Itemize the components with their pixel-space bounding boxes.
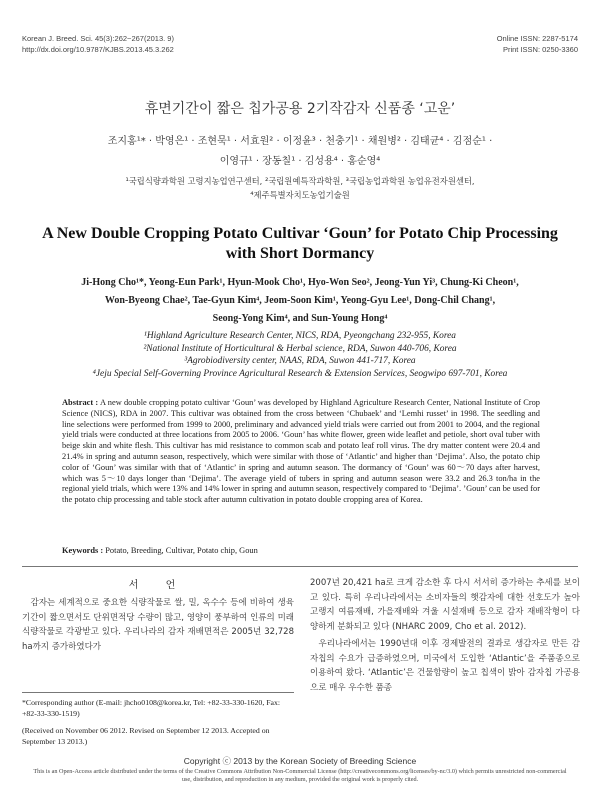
abstract-text: A new double cropping potato cultivar ‘Goun’ was developed by Highland Agriculture Research Center, National Institute of Crop Science (NICS), RDA in 2007. This cultivar was obtained from the cross between ‘Chubaek’ and ‘Lemhi russet’ in 1998. The seedling and line selections were performed from 1999 to 2000, preliminary and advanced yield trials were carried out from 2001 to 2004, and the regional yield trials were conducted at three locations from 2005 to 2006. ‘Goun’ has white flower, green wide leaflet and petiole, short oval tuber with beige skin and white flesh. This cultivar has mid resistance to common scab and potato leaf roll virus. The dry matter content were 20.4 and 21.4% in spring and autumn season, respectively, which were similar with those of ‘Atlantic’ and higher than ‘Dejima’. Also, the potato chip color of ‘Goun’ was similar with that of ‘Atlantic’ in spring and autumn season. The dormancy of ‘Goun’ was 60～70 days after harvest, which was 5～10 days longer than ‘Dejima’. The average yield of tubers in spring and autumn season were 33.2 and 26.3 ton/ha in the regional yield trials, which were 13% and 14% lower in spring and autumn season, respectively compared to ‘Dejima’. ’Goun’ can be used for the potato chip processing and table stock after autumn cultivation in potato double cropping area of Korea. (62, 398, 540, 505)
affiliations-korean (40, 174, 560, 202)
section-divider (22, 566, 578, 567)
keywords (62, 546, 540, 555)
corresponding-author-note: *Corresponding author (E-mail: jhcho0108@korea.kr, Tel: +82-33-330-1620, Fax: +82-33-330-1519) (22, 698, 281, 718)
intro-heading: 서 언 (128, 580, 188, 591)
affil-english-2: ²National Institute of Horticultural & Herbal science, RDA, Suwon 440-706, Korea (143, 343, 457, 354)
affil-korean-line1: ¹국립식량과학원 고령지농업연구센터, ²국립원예특작과학원, ³국립농업과학원 농업유전자원센터, (125, 176, 475, 186)
authors-english (30, 274, 570, 328)
intro-column-right (310, 576, 580, 696)
authors-korean-line1: 조지홍¹* · 박영은¹ · 조현묵¹ · 서효원² · 이정윤³ · 천충기¹ · 채원병² · 김태균⁴ · 김점순¹ · (107, 136, 493, 147)
footnote-divider (22, 692, 294, 693)
intro-column-left (22, 596, 294, 655)
affil-korean-line2: ⁴제주특별자치도농업기술원 (250, 190, 350, 200)
title-english-line2: with Short Dormancy (225, 245, 375, 262)
footnotes (22, 697, 294, 747)
intro-paragraph-3: 우리나라에서는 1990년대 이후 경제발전의 결과로 생감자로 만든 감자칩의 수요가 급증하였으며, 미국에서 도입한 ‘Atlantic’을 주품종으로 이용하여 왔다. ‘Atlantic’은 건물함량이 높고 칩색이 밝아 감자칩 가공용으로 매우 우수한 품종 (310, 638, 580, 693)
license-notice: This is an Open-Access article distributed under the terms of the Creative Commons Attribution Non-Commercial License (http://creativecommons.org/licenses/by-nc/3.0) which permits unrestricted non-commercial use, distribution, and reproduction in any medium, provided the original work is properly cited. (33, 768, 567, 783)
keywords-text: Potato, Breeding, Cultivar, Potato chip, Goun (105, 546, 258, 555)
copyright-notice: Copyright ⓒ 2013 by the Korean Society of Breeding Science (183, 756, 417, 766)
affil-english-3: ³Agrobiodiversity center, NAAS, RDA, Suwon 441-717, Korea (184, 356, 416, 366)
authors-korean (40, 132, 560, 172)
keywords-label: Keywords : (62, 546, 104, 555)
title-korean: 휴면기간이 짧은 칩가공용 2기작감자 신품종 ‘고운’ (144, 101, 456, 117)
intro-paragraph-2: 2007년 20,421 ha로 크게 감소한 후 다시 서서히 증가하는 추세를 보이고 있다. 특히 우리나라에서는 소비자들의 햇감자에 대한 선호도가 높아 고랭지 여름재배, 가을재배와 겨울 시설재배 등으로 감자 재배작형이 다양하게 분화되고 있다 (NHARC 2009, Cho et al. 2012). (310, 578, 580, 633)
received-dates-note: (Received on November 06 2012. Revised on September 12 2013. Accepted on September 13 2013.) (22, 726, 270, 746)
online-issn: Online ISSN: 2287-5174 (496, 34, 578, 43)
title-english (40, 224, 560, 264)
authors-english-line3: Seong-Yong Kim⁴, and Sun-Young Hong⁴ (212, 313, 388, 324)
affil-english-4: ⁴Jeju Special Self-Governing Province Agricultural Research & Extension Services, Seogwipo 697-701, Korea (92, 368, 508, 379)
intro-paragraph-1: 감자는 세계적으로 중요한 식량작물로 쌀, 밀, 옥수수 등에 비하여 생육기간이 짧으면서도 단위면적당 수량이 많고, 영양이 풍부하여 인류의 미래 식량작물로 각광받고 있다. 우리나라의 감자 재배면적은 2005년 32,728 ha까지 증가하였다가 (22, 598, 294, 653)
authors-korean-line2: 이영규¹ · 장동칠¹ · 김성용⁴ · 홍순영⁴ (219, 156, 381, 167)
authors-english-line2: Won-Byeong Chae², Tae-Gyun Kim⁴, Jeom-Soon Kim¹, Yeong-Gyu Lee¹, Dong-Chil Chang¹, (104, 295, 496, 306)
authors-english-line1: Ji-Hong Cho¹*, Yeong-Eun Park¹, Hyun-Mook Cho¹, Hyo-Won Seo², Jeong-Yun Yi³, Chung-Ki Cheon¹, (81, 277, 519, 288)
journal-citation: Korean J. Breed. Sci. 45(3):262~267(2013. 9) (22, 34, 174, 43)
affiliations-english (40, 330, 560, 380)
title-english-line1: A New Double Cropping Potato Cultivar ‘Goun’ for Potato Chip Processing (42, 225, 558, 242)
affil-english-1: ¹Highland Agriculture Research Center, NICS, RDA, Pyeongchang 232-955, Korea (144, 331, 456, 341)
doi-link[interactable]: http://dx.doi.org/10.9787/KJBS.2013.45.3.262 (22, 45, 174, 54)
print-issn: Print ISSN: 0250-3360 (502, 45, 578, 54)
abstract (62, 398, 540, 506)
abstract-label: Abstract : (62, 398, 99, 407)
